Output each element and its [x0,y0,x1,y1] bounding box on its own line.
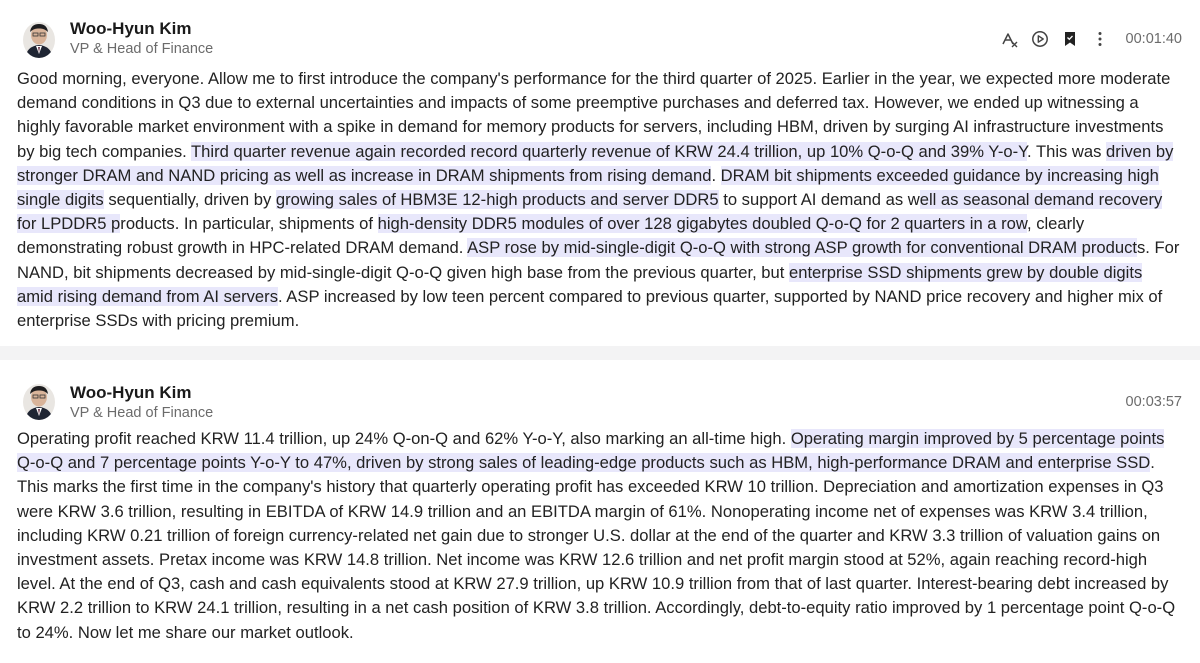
speaker-title: VP & Head of Finance [70,41,214,57]
avatar [23,384,55,420]
translate-off-icon[interactable] [1000,29,1020,49]
text-segment: Good morning, everyone. Allow me to first introduce the company's performance for the third quarter of 2025. Earlier in the year, we expected more moderate demand conditions in Q3 due to external uncertainties and impacts of some preemptive purchases and deferred tax. However, we ended up witnessing a highly favorable market environment with a spike in demand for memory products for servers, including HBM, driven by surging AI infrastructure investments by big tech companies. [17,69,1171,161]
speaker-title: VP & Head of Finance [70,405,214,421]
text-segment: . This was [1027,141,1107,161]
timestamp[interactable]: 00:03:57 [1125,394,1182,410]
text-segment: Operating profit reached KRW 11.4 trillion, up 24% Q-on-Q and 62% Y-o-Y, also marking an all-time high. [17,429,791,448]
highlighted-text[interactable]: high-density DDR5 modules of over 128 gigabytes doubled Q-o-Q for 2 quarters in a row [377,214,1027,234]
avatar [23,22,55,58]
speaker-name: Woo-Hyun Kim [70,383,192,402]
highlighted-text[interactable]: DRAM bit shipments exceeded guidance by increasing high single digits [17,165,1159,210]
text-segment: . ASP increased by low teen percent compared to previous quarter, supported by NAND price recovery and higher mix of enterprise SSDs with pricing premium. [17,286,1163,331]
speaker-name: Woo-Hyun Kim [70,19,192,38]
highlighted-text[interactable]: Third quarter revenue again recorded record quarterly revenue of KRW 24.4 trillion, up 10% Q-o-Q and 39% Y-o-Y [191,141,1028,161]
text-segment: roducts. In particular, shipments of [120,214,378,234]
highlighted-text[interactable]: ASP rose by mid-single-digit Q-o-Q with strong ASP growth for conventional DRAM product [467,238,1137,258]
play-icon[interactable] [1030,29,1050,49]
text-segment: sequentially, driven by [103,190,276,210]
highlighted-text[interactable]: ell as seasonal demand recovery for LPDDR5 p [17,190,1163,234]
entry-controls [1120,392,1182,412]
bookmark-icon[interactable] [1060,29,1080,49]
divider [0,346,1200,360]
transcript-text [17,67,1182,333]
entry-header [17,360,1182,424]
entry-controls [1000,29,1182,49]
highlighted-text[interactable]: enterprise SSD shipments grew by double digits amid rising demand from AI servers [17,262,1143,306]
text-segment: , clearly demonstrating robust growth in HPC-related DRAM demand. [17,214,1085,258]
timestamp[interactable]: 00:01:40 [1125,31,1182,47]
highlighted-text[interactable]: Operating margin improved by 5 percentage points Q-o-Q and 7 percentage points Y-o-Y to 47%, driven by strong sales of leading-edge products such as HBM, high-performance DRAM and enterprise SSD [17,429,1165,473]
text-segment: to support AI demand as w [718,190,920,210]
highlighted-text[interactable]: driven by stronger DRAM and NAND pricing as well as increase in DRAM shipments from rising demand [17,141,1174,185]
text-segment: s. For NAND, bit shipments decreased by mid-single-digit Q-o-Q given high base from the previous quarter, but [17,238,1180,282]
entry-header [17,0,1182,66]
text-segment: . [711,165,721,185]
highlighted-text[interactable]: growing sales of HBM3E 12-high products and server DDR5 [275,190,719,210]
more-icon[interactable] [1090,29,1110,49]
text-segment: . This marks the first time in the company's history that quarterly operating profit has exceeded KRW 10 trillion. Depreciation and amortization expenses in Q3 were KRW 3.6 trillion, resulting in EBITDA of KRW 14.9 trillion and an EBITDA margin of 61%. Nonoperating income net of expenses was KRW 3.4 trillion, including KRW 0.21 trillion of foreign currency-related net gain due to stronger U.S. dollar at the end of the quarter and KRW 3.3 trillion of valuation gains on investment assets. Pretax income was KRW 14.8 trillion. Net income was KRW 12.6 trillion and net profit margin stood at 52%, again reaching record-high level. At the end of Q3, cash and cash equivalents stood at KRW 27.9 trillion, up KRW 10.9 trillion from that of last quarter. Interest-bearing debt increased by KRW 2.2 trillion to KRW 24.1 trillion, resulting in a net cash position of KRW 3.8 trillion. Accordingly, debt-to-equity ratio improved by 1 percentage point Q-o-Q to 24%. Now let me share our market outlook. [17,453,1176,642]
transcript-text [17,427,1182,645]
transcript-entry [0,360,1200,663]
